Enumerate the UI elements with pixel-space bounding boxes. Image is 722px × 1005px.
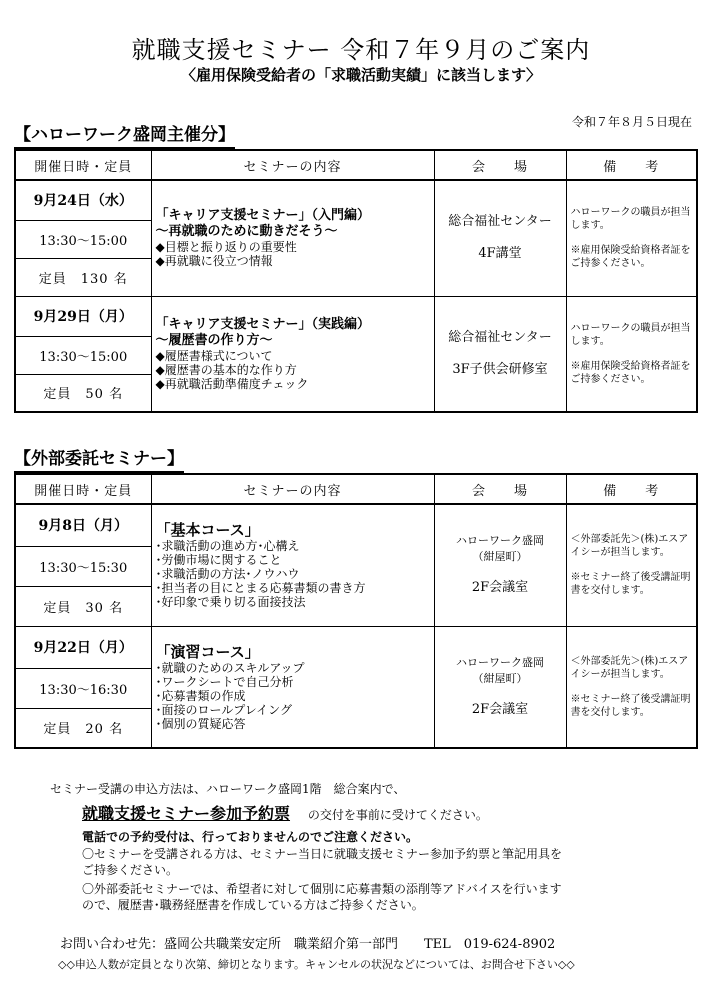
note-contractor: ＜外部委託先＞(株)エスアイシーが担当します。 bbox=[570, 655, 689, 680]
note-certificate: ※セミナー終了後受講証明書を交付します。 bbox=[570, 693, 691, 718]
seminar-item: ･就職のためのスキルアップ bbox=[155, 660, 305, 675]
ticket-instruction: の交付を事前に受けてください。 bbox=[307, 808, 488, 822]
seminar-time: 13:30～15:00 bbox=[15, 336, 151, 374]
seminar-notes bbox=[566, 504, 697, 626]
seminar-capacity: 定員 130 名 bbox=[15, 258, 151, 296]
venue-room: 2F会議室 bbox=[471, 701, 529, 717]
hellowork-seminar-table bbox=[14, 149, 698, 413]
seminar-notes bbox=[566, 296, 697, 412]
section-heading-hellowork: 【ハローワーク盛岡主催分】 bbox=[14, 125, 235, 149]
venue-room: 2F会議室 bbox=[471, 580, 529, 596]
seminar-venue bbox=[434, 180, 566, 296]
outsource-note-cont: ので、履歴書･職務経歴書を作成している方はご持参ください。 bbox=[82, 898, 424, 912]
col-header-notes: 備 考 bbox=[566, 474, 697, 504]
apply-intro: セミナー受講の申込方法は、ハローワーク盛岡1階 総合案内で、 bbox=[50, 782, 406, 796]
seminar-title: 「演習コース」 bbox=[155, 642, 260, 661]
seminar-item: ◆履歴書様式について bbox=[155, 348, 273, 363]
seminar-capacity: 定員 50 名 bbox=[15, 374, 151, 412]
seminar-date: 9月24日（水） bbox=[15, 180, 151, 220]
phone-notice: 電話での予約受付は、行っておりませんのでご注意ください。 bbox=[82, 830, 419, 844]
seminar-capacity: 定員 20 名 bbox=[15, 708, 151, 748]
venue-name: 総合福祉センター bbox=[448, 329, 552, 345]
deadline-notice: ◇◇申込人数が定員となり次第、締切となります。キャンセルの状況などについては、お問合せ下さい◇◇ bbox=[58, 958, 575, 971]
bring-note-cont: ご持参ください。 bbox=[82, 863, 179, 877]
seminar-content bbox=[151, 626, 434, 748]
note-bring: ※雇用保険受給資格者証をご持参ください。 bbox=[570, 245, 691, 270]
page-subtitle: 〈雇用保険受給者の「求職活動実績」に該当します〉 bbox=[180, 66, 541, 84]
venue-name: ハローワーク盛岡 bbox=[456, 534, 544, 548]
seminar-venue bbox=[434, 296, 566, 412]
seminar-capacity: 定員 30 名 bbox=[15, 586, 151, 626]
contact-info: お問い合わせ先：盛岡公共職業安定所 職業紹介第一部門 TEL 019-624-8902 bbox=[60, 937, 556, 952]
seminar-content bbox=[151, 504, 434, 626]
venue-district: （紺屋町） bbox=[472, 671, 528, 685]
seminar-subtitle: ～再就職のために動きだそう～ bbox=[155, 224, 338, 240]
note-staff: ハローワークの職員が担当します。 bbox=[570, 207, 691, 232]
note-contractor: ＜外部委託先＞(株)エスアイシーが担当します。 bbox=[570, 534, 689, 559]
seminar-item: ･個別の質疑応答 bbox=[155, 716, 246, 731]
note-staff: ハローワークの職員が担当します。 bbox=[570, 322, 691, 347]
seminar-date: 9月29日（月） bbox=[15, 296, 151, 336]
seminar-item: ･好印象で乗り切る面接技法 bbox=[155, 595, 306, 610]
seminar-subtitle: ～履歴書の作り方～ bbox=[155, 332, 273, 348]
venue-name: 総合福祉センター bbox=[448, 214, 552, 230]
as-of-date: 令和７年８月５日現在 bbox=[571, 115, 692, 129]
outsourced-seminar-table bbox=[14, 473, 698, 749]
seminar-content bbox=[151, 180, 434, 296]
seminar-item: ･求職活動の進め方･心構え bbox=[155, 539, 300, 554]
seminar-date: 9月22日（月） bbox=[15, 626, 151, 668]
note-certificate: ※セミナー終了後受講証明書を交付します。 bbox=[570, 572, 691, 597]
seminar-item: ･面接のロールプレイング bbox=[155, 702, 292, 717]
venue-room: 3F子供会研修室 bbox=[452, 361, 548, 377]
seminar-venue bbox=[434, 626, 566, 748]
seminar-title: 「キャリア支援セミナー」（実践編） bbox=[155, 316, 371, 332]
col-header-notes: 備 考 bbox=[566, 150, 697, 180]
seminar-item: ･担当者の目にとまる応募書類の書き方 bbox=[155, 581, 366, 596]
seminar-item: ◆再就職に役立つ情報 bbox=[155, 254, 273, 269]
bring-note: 〇セミナーを受講される方は、セミナー当日に就職支援セミナー参加予約票と筆記用具を bbox=[82, 847, 563, 861]
seminar-time: 13:30～15:30 bbox=[15, 546, 151, 586]
seminar-item: ･求職活動の方法･ノウハウ bbox=[155, 567, 300, 582]
seminar-item: ･労働市場に関すること bbox=[155, 553, 282, 568]
seminar-item: ･ワークシートで自己分析 bbox=[155, 674, 294, 689]
col-header-content: セミナーの内容 bbox=[151, 474, 434, 504]
seminar-title: 「基本コース」 bbox=[155, 521, 260, 540]
seminar-date: 9月8日（月） bbox=[15, 504, 151, 546]
seminar-time: 13:30～16:30 bbox=[15, 668, 151, 708]
col-header-venue: 会 場 bbox=[434, 474, 566, 504]
seminar-content bbox=[151, 296, 434, 412]
note-bring: ※雇用保険受給資格者証をご持参ください。 bbox=[570, 360, 691, 385]
seminar-item: ◆再就職活動準備度チェック bbox=[155, 376, 309, 391]
ticket-name: 就職支援セミナー参加予約票 bbox=[82, 804, 291, 823]
col-header-content: セミナーの内容 bbox=[151, 150, 434, 180]
venue-name: ハローワーク盛岡 bbox=[456, 655, 544, 669]
seminar-item: ･応募書類の作成 bbox=[155, 688, 246, 703]
ticket-line bbox=[82, 806, 488, 823]
seminar-notes bbox=[566, 626, 697, 748]
col-header-date: 開催日時・定員 bbox=[15, 474, 151, 504]
seminar-title: 「キャリア支援セミナー」（入門編） bbox=[155, 208, 371, 224]
col-header-date: 開催日時・定員 bbox=[15, 150, 151, 180]
seminar-venue bbox=[434, 504, 566, 626]
seminar-time: 13:30～15:00 bbox=[15, 220, 151, 258]
col-header-venue: 会 場 bbox=[434, 150, 566, 180]
seminar-item: ◆目標と振り返りの重要性 bbox=[155, 240, 297, 255]
seminar-item: ◆履歴書の基本的な作り方 bbox=[155, 362, 297, 377]
section-heading-outsourced: 【外部委託セミナー】 bbox=[14, 449, 184, 473]
seminar-notes bbox=[566, 180, 697, 296]
venue-district: （紺屋町） bbox=[472, 550, 528, 564]
outsource-note: 〇外部委託セミナーでは、希望者に対して個別に応募書類の添削等アドバイスを行います bbox=[82, 882, 562, 896]
page-title: 就職支援セミナー 令和７年９月のご案内 bbox=[131, 36, 591, 64]
venue-room: 4F講堂 bbox=[478, 246, 522, 262]
